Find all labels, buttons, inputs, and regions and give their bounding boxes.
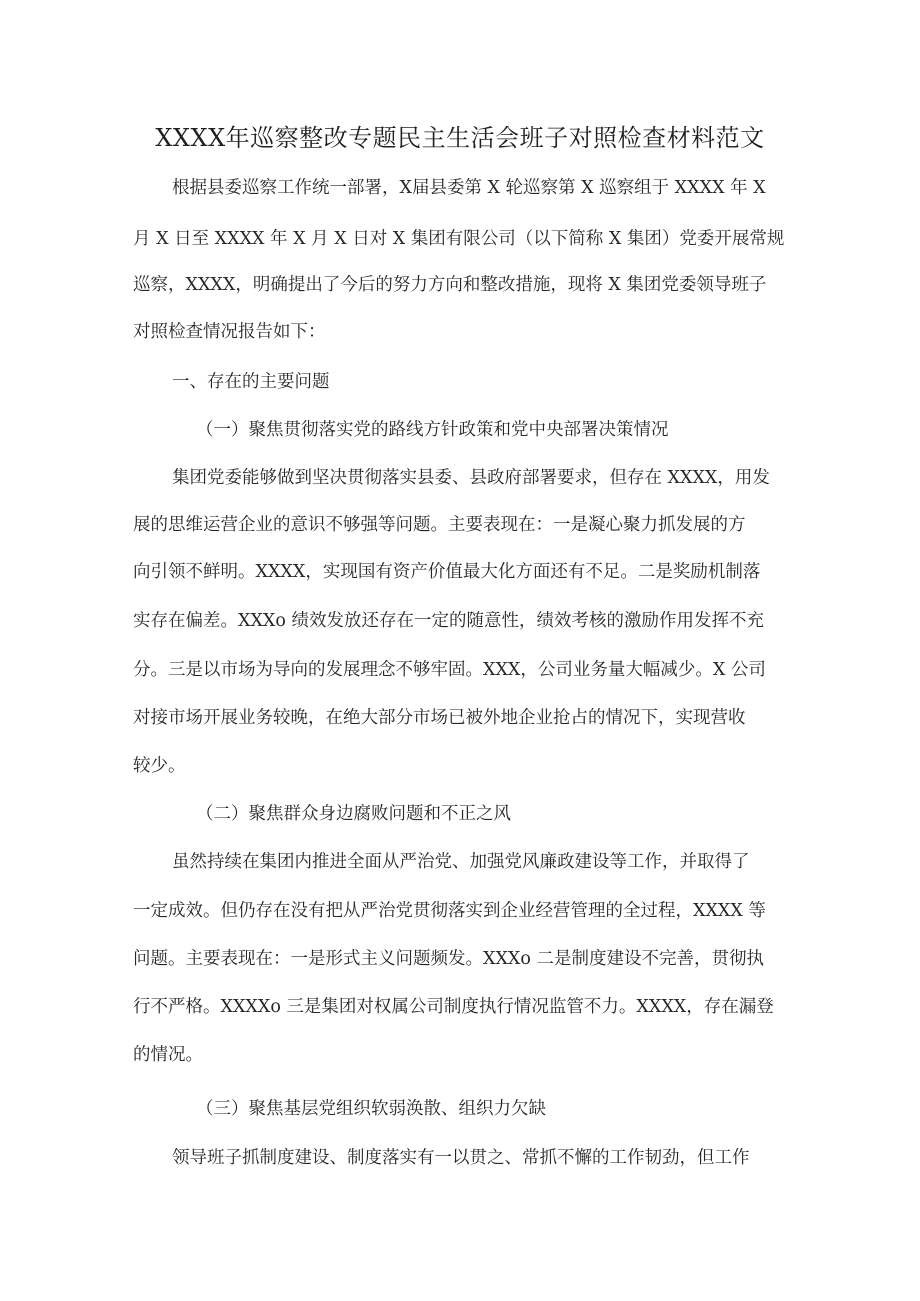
subsection-heading: （一）聚焦贯彻落实党的路线方针政策和党中央部署决策情况 [196,420,669,440]
paragraph-line: 实存在偏差。XXXo 绩效发放还存在一定的随意性，绩效考核的激励作用发挥不充 [133,611,764,631]
paragraph-line: 一定成效。但仍存在没有把从严治党贯彻落实到企业经营管理的全过程，XXXX 等 [133,901,766,921]
intro-line: 根据县委巡察工作统一部署，X届县委第 X 轮巡察第 X 巡察组于 XXXX 年 X [172,178,766,198]
document-title: XXXX年巡察整改专题民主生活会班子对照检查材料范文 [155,124,765,152]
subsection-heading: （二）聚焦群众身边腐败问题和不正之风 [196,804,511,824]
paragraph-line: 较少。 [133,756,186,776]
paragraph-line: 虽然持续在集团内推进全面从严治党、加强党风廉政建设等工作，并取得了 [172,852,750,872]
intro-line: 对照检查情况报告如下： [133,322,326,342]
paragraph-line: 对接市场开展业务较晚，在绝大部分市场已被外地企业抢占的情况下，实现营收 [133,708,746,728]
paragraph-line: 问题。主要表现在：一是形式主义问题频发。XXXo 二是制度建设不完善，贯彻执 [133,949,764,969]
paragraph-line: 分。三是以市场为导向的发展理念不够牢固。XXX，公司业务量大幅减少。X 公司 [133,660,766,680]
paragraph-line: 行不严格。XXXXo 三是集团对权属公司制度执行情况监管不力。XXXX，存在漏登 [133,997,774,1017]
paragraph-line: 的情况。 [133,1045,203,1065]
paragraph-line: 向引领不鲜明。XXXX，实现国有资产价值最大化方面还有不足。二是奖励机制落 [133,562,761,582]
section-heading: 一、存在的主要问题 [172,372,330,392]
paragraph-line: 展的思维运营企业的意识不够强等问题。主要表现在：一是凝心聚力抓发展的方 [133,515,746,535]
paragraph-line: 集团党委能够做到坚决贯彻落实县委、县政府部署要求，但存在 XXXX，用发 [172,468,770,488]
intro-line: 月 X 日至 XXXX 年 X 月 X 日对 X 集团有限公司（以下简称 X 集团）党委开展常规 [133,229,785,249]
subsection-heading: （三）聚焦基层党组织软弱涣散、组织力欠缺 [196,1099,546,1119]
paragraph-line: 领导班子抓制度建设、制度落实有一以贯之、常抓不懈的工作韧劲，但工作 [172,1148,750,1168]
intro-line: 巡察，XXXX，明确提出了今后的努力方向和整改措施，现将 X 集团党委领导班子 [133,275,767,295]
